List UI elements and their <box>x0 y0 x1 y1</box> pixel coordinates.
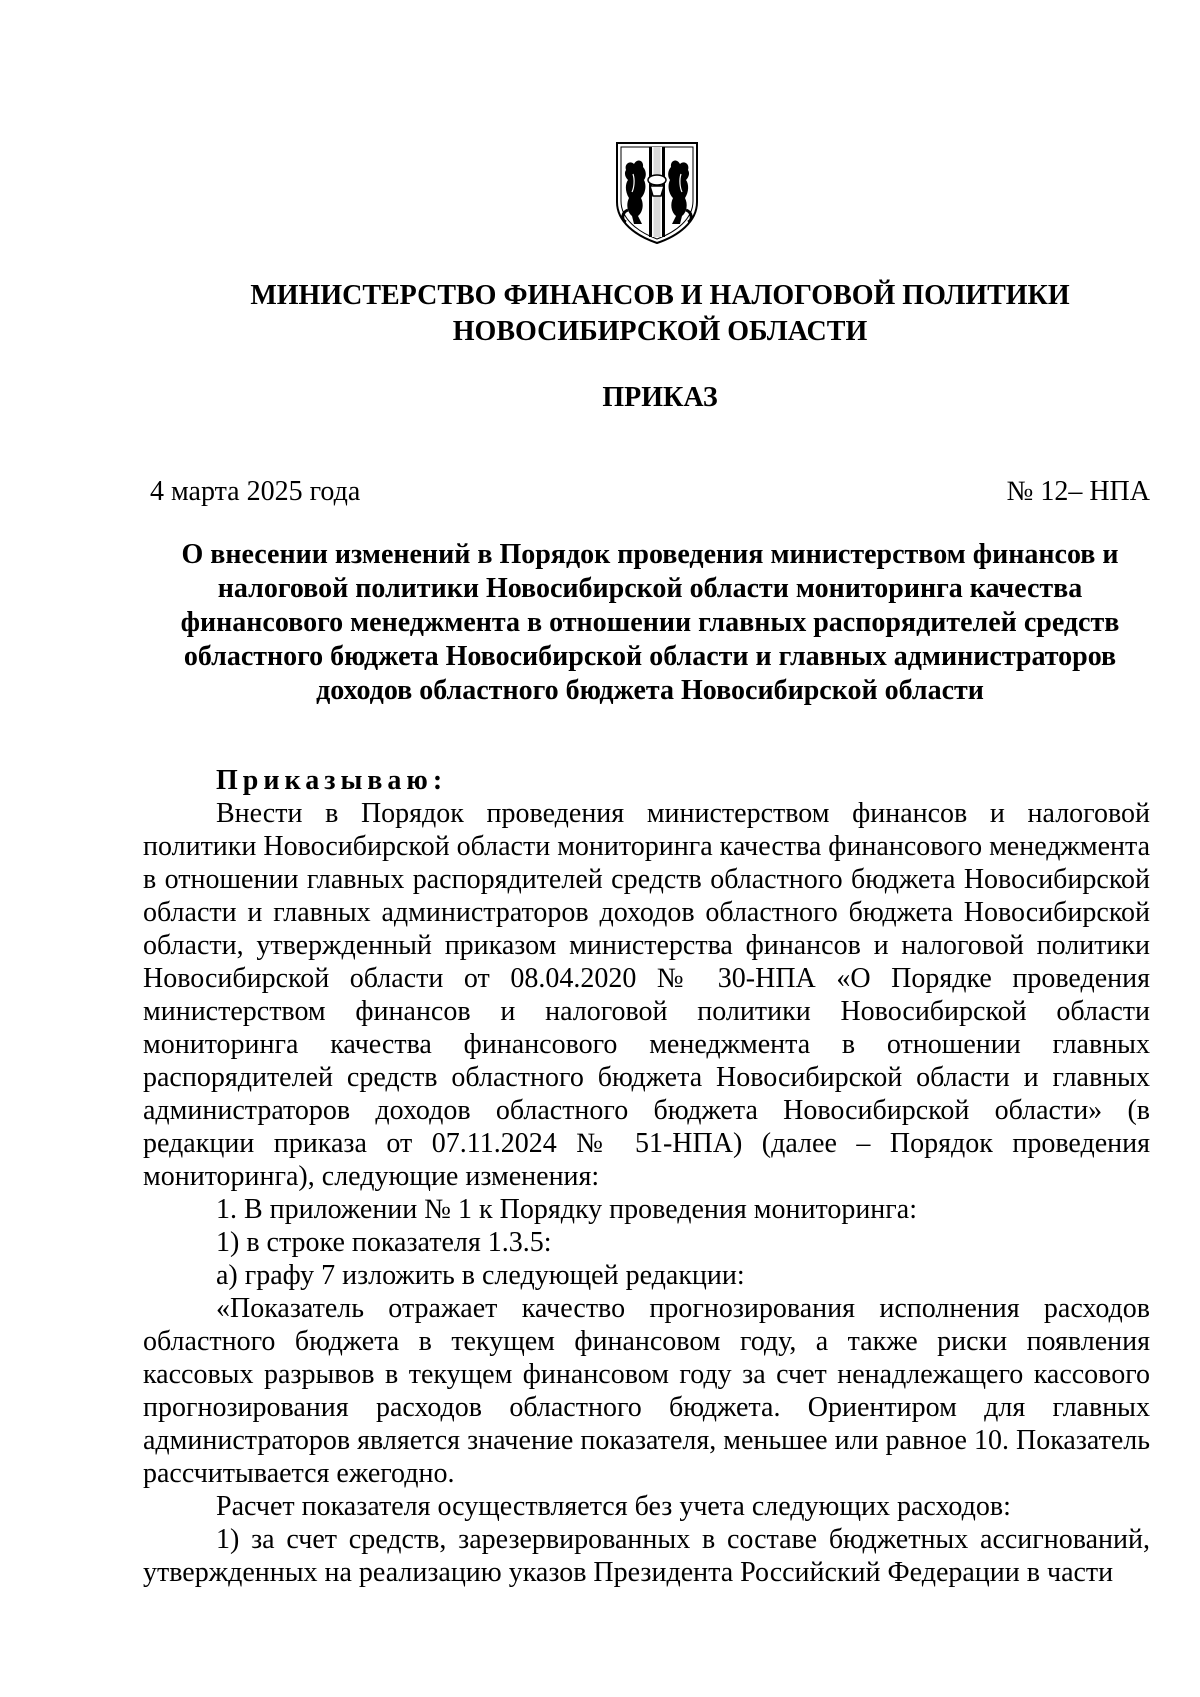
organization-name-line-2: НОВОСИБИРСКОЙ ОБЛАСТИ <box>452 316 868 347</box>
body-paragraph: «Показатель отражает качество прогнозирования исполнения расходов областного бюджета в текущем финансовом году, а также риски появления кассовых разрывов в текущем финансовом году за счет ненадлежащего кассового прогнозирования расходов областного бюджета. Ориентиром для главных администраторов является значение показателя, меньшее или равное 10. Показатель рассчитывается ежегодно. <box>143 1293 1150 1489</box>
body-paragraph: Расчет показателя осуществляется без учета следующих расходов: <box>216 1491 1011 1522</box>
document-type-title: ПРИКАЗ <box>602 382 718 413</box>
organization-name-line-1: МИНИСТЕРСТВО ФИНАНСОВ И НАЛОГОВОЙ ПОЛИТИКИ <box>250 280 1070 311</box>
body-paragraph: 1. В приложении № 1 к Порядку проведения мониторинга: <box>216 1194 917 1225</box>
organization-name <box>200 278 1120 350</box>
document-date: 4 марта 2025 года <box>150 476 361 507</box>
coat-of-arms-icon <box>614 140 700 246</box>
directive-heading: Приказываю: <box>216 765 448 796</box>
document-number: № 12– НПА <box>1006 476 1150 507</box>
body-paragraph: а) графу 7 изложить в следующей редакции: <box>216 1260 745 1291</box>
document-body <box>143 764 1150 1589</box>
document-subject-heading: О внесении изменений в Порядок проведения министерством финансов и налоговой политики Новосибирской области мониторинга качества финансового менеджмента в отношении главных распорядителей средств областного бюджета Новосибирской области и главных администраторов доходов областного бюджета Новосибирской области <box>180 539 1120 706</box>
body-paragraph: Внести в Порядок проведения министерством финансов и налоговой политики Новосибирской области мониторинга качества финансового менеджмента в отношении главных распорядителей средств областного бюджета Новосибирской области и главных администраторов доходов областного бюджета Новосибирской области, утвержденный приказом министерства финансов и налоговой политики Новосибирской области от 08.04.2020 № 30-НПА «О Порядке проведения министерством финансов и налоговой политики Новосибирской области мониторинга качества финансового менеджмента в отношении главных распорядителей средств областного бюджета Новосибирской области и главных администраторов доходов областного бюджета Новосибирской области» (в редакции приказа от 07.11.2024 № 51-НПА) (далее – Порядок проведения мониторинга), следующие изменения: <box>143 798 1150 1192</box>
body-paragraph: 1) за счет средств, зарезервированных в составе бюджетных ассигнований, утвержденных на реализацию указов Президента Российский Федерации в части <box>143 1524 1150 1588</box>
body-paragraph: 1) в строке показателя 1.3.5: <box>216 1227 552 1258</box>
